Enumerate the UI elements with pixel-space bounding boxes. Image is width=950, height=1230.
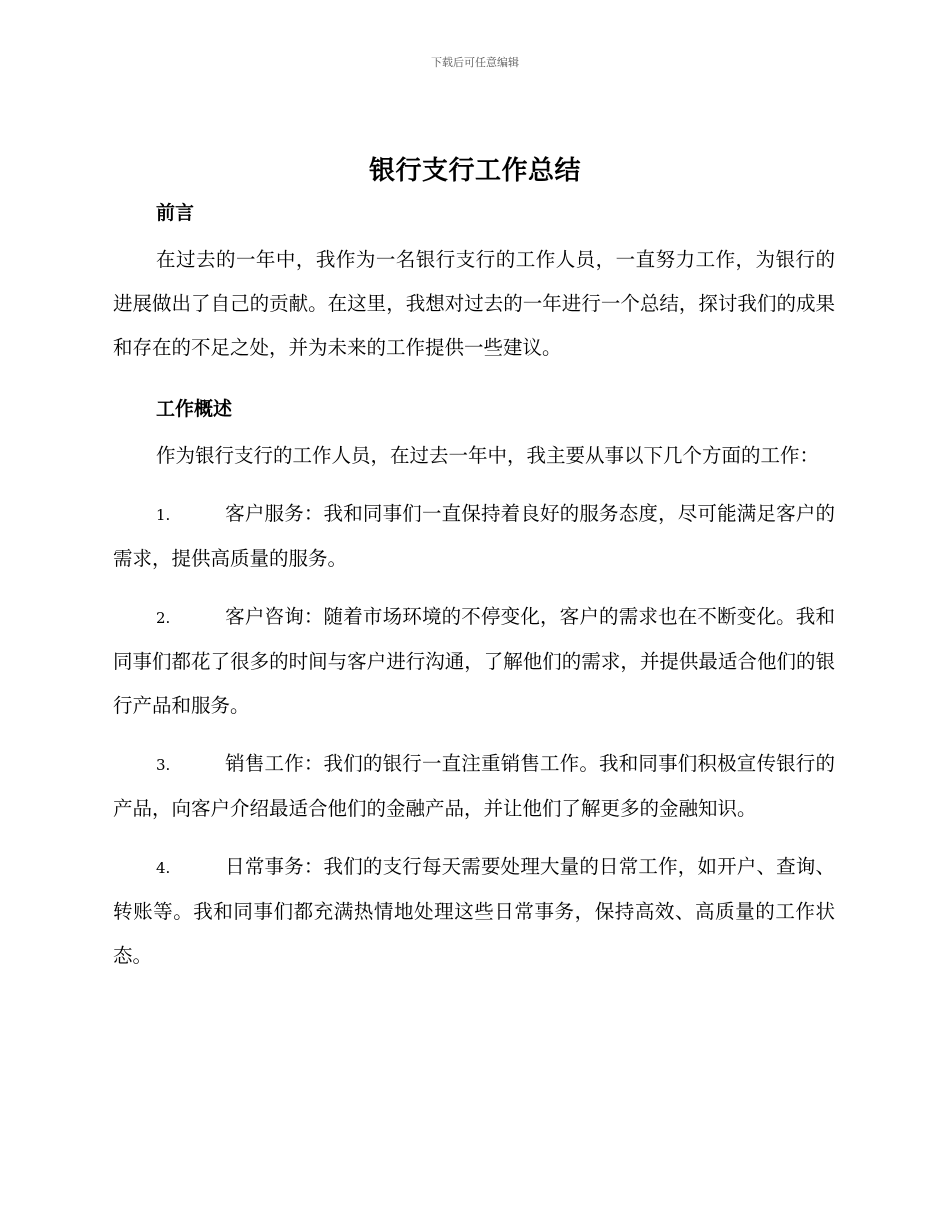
list-item [113,492,835,581]
list-item-number: 4. [156,859,171,877]
preface-paragraph: 在过去的一年中，我作为一名银行支行的工作人员，一直努力工作，为银行的进展做出了自己的贡献。在这里，我想对过去的一年进行一个总结，探讨我们的成果和存在的不足之处，并为未来的工作提供一些建议。 [113,248,835,359]
list-item-text: 销售工作：我们的银行一直注重销售工作。我和同事们积极宣传银行的产品，向客户介绍最适合他们的金融产品，并让他们了解更多的金融知识。 [113,752,835,820]
document-title: 银行支行工作总结 [368,156,581,186]
list-item-text: 客户服务：我和同事们一直保持着良好的服务态度，尽可能满足客户的需求，提供高质量的服务。 [113,502,835,570]
list-item [113,742,835,831]
list-item-text: 客户咨询：随着市场环境的不停变化，客户的需求也在不断变化。我和同事们都花了很多的时间与客户进行沟通，了解他们的需求，并提供最适合他们的银行产品和服务。 [113,605,835,717]
section-heading-overview: 工作概述 [156,398,233,420]
list-item-number: 3. [156,756,171,774]
section-heading-preface: 前言 [156,202,195,224]
header-note: 下载后可任意编辑 [431,56,519,69]
list-item-number: 2. [156,609,171,627]
list-item-number: 1. [156,506,171,524]
list-item [113,845,835,978]
list-item-text: 日常事务：我们的支行每天需要处理大量的日常工作，如开户、查询、转账等。我和同事们都充满热情地处理这些日常事务，保持高效、高质量的工作状态。 [113,855,835,967]
overview-paragraph: 作为银行支行的工作人员，在过去一年中，我主要从事以下几个方面的工作： [156,444,820,467]
list-item [113,595,835,728]
document-body [113,196,835,978]
